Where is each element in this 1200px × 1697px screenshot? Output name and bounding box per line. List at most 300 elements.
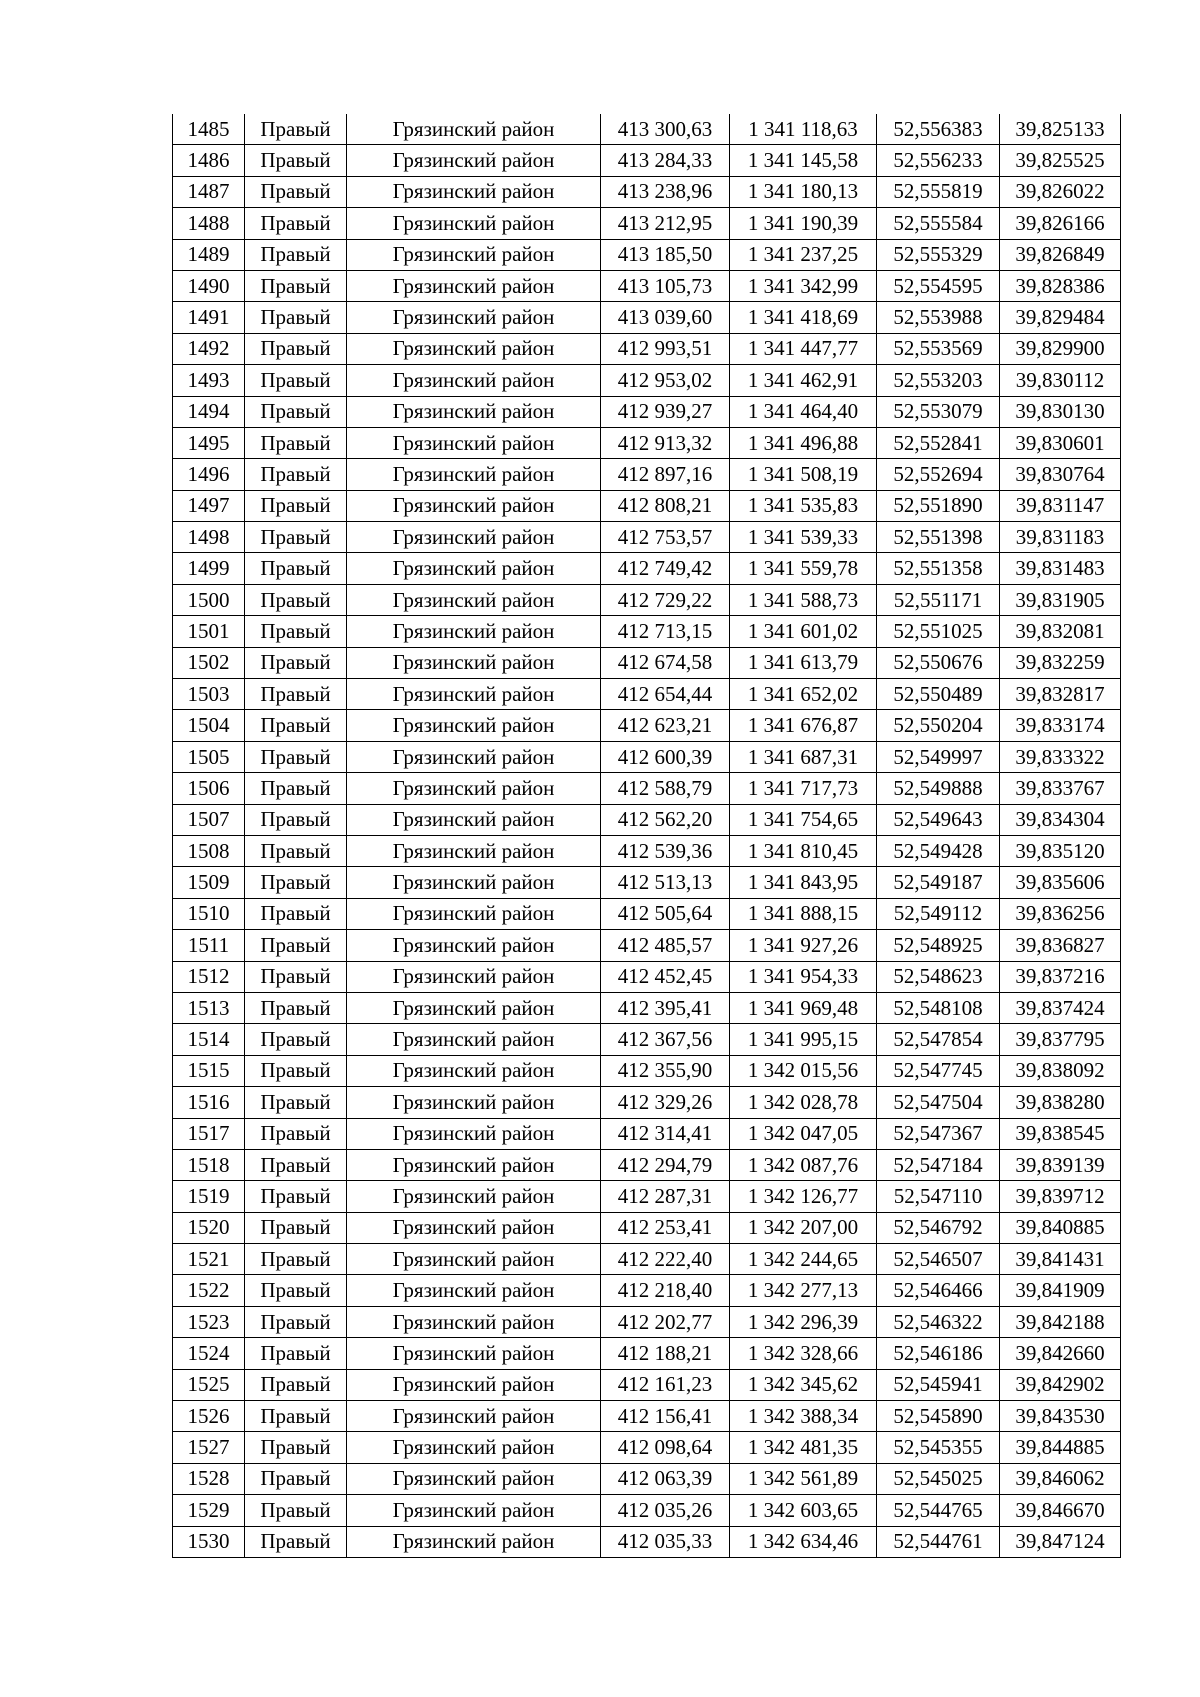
table-row bbox=[173, 1432, 1121, 1463]
cell-bank-side: Правый bbox=[245, 553, 347, 584]
cell-point-number: 1519 bbox=[173, 1181, 245, 1212]
cell-latitude: 52,551890 bbox=[877, 490, 1000, 521]
cell-latitude: 52,553988 bbox=[877, 302, 1000, 333]
cell-bank-side: Правый bbox=[245, 1401, 347, 1432]
cell-longitude: 39,842188 bbox=[1000, 1306, 1121, 1337]
cell-coord-x: 412 654,44 bbox=[601, 679, 730, 710]
cell-coord-x: 412 539,36 bbox=[601, 835, 730, 866]
cell-bank-side: Правый bbox=[245, 804, 347, 835]
cell-longitude: 39,837795 bbox=[1000, 1024, 1121, 1055]
cell-coord-x: 412 513,13 bbox=[601, 867, 730, 898]
cell-bank-side: Правый bbox=[245, 1275, 347, 1306]
cell-district: Грязинский район bbox=[347, 270, 601, 301]
cell-latitude: 52,545025 bbox=[877, 1463, 1000, 1494]
cell-point-number: 1523 bbox=[173, 1306, 245, 1337]
cell-longitude: 39,830112 bbox=[1000, 365, 1121, 396]
cell-latitude: 52,549428 bbox=[877, 835, 1000, 866]
cell-coord-x: 412 808,21 bbox=[601, 490, 730, 521]
cell-point-number: 1509 bbox=[173, 867, 245, 898]
cell-coord-y: 1 341 190,39 bbox=[730, 208, 877, 239]
cell-district: Грязинский район bbox=[347, 647, 601, 678]
cell-latitude: 52,547184 bbox=[877, 1149, 1000, 1180]
cell-coord-x: 412 035,26 bbox=[601, 1495, 730, 1526]
cell-coord-y: 1 342 561,89 bbox=[730, 1463, 877, 1494]
cell-coord-x: 412 063,39 bbox=[601, 1463, 730, 1494]
cell-longitude: 39,831905 bbox=[1000, 584, 1121, 615]
cell-latitude: 52,555819 bbox=[877, 176, 1000, 207]
cell-point-number: 1527 bbox=[173, 1432, 245, 1463]
cell-bank-side: Правый bbox=[245, 1055, 347, 1086]
cell-point-number: 1526 bbox=[173, 1401, 245, 1432]
cell-coord-x: 412 294,79 bbox=[601, 1149, 730, 1180]
table-row bbox=[173, 804, 1121, 835]
cell-bank-side: Правый bbox=[245, 930, 347, 961]
cell-bank-side: Правый bbox=[245, 1463, 347, 1494]
cell-district: Грязинский район bbox=[347, 522, 601, 553]
cell-coord-y: 1 342 603,65 bbox=[730, 1495, 877, 1526]
cell-longitude: 39,830601 bbox=[1000, 427, 1121, 458]
cell-coord-x: 412 953,02 bbox=[601, 365, 730, 396]
cell-latitude: 52,549112 bbox=[877, 898, 1000, 929]
cell-longitude: 39,837216 bbox=[1000, 961, 1121, 992]
table-row bbox=[173, 1087, 1121, 1118]
cell-coord-y: 1 341 927,26 bbox=[730, 930, 877, 961]
cell-coord-x: 412 287,31 bbox=[601, 1181, 730, 1212]
cell-point-number: 1516 bbox=[173, 1087, 245, 1118]
cell-bank-side: Правый bbox=[245, 1087, 347, 1118]
cell-coord-y: 1 341 447,77 bbox=[730, 333, 877, 364]
table-row bbox=[173, 616, 1121, 647]
cell-bank-side: Правый bbox=[245, 270, 347, 301]
cell-latitude: 52,549997 bbox=[877, 741, 1000, 772]
cell-point-number: 1524 bbox=[173, 1338, 245, 1369]
cell-point-number: 1528 bbox=[173, 1463, 245, 1494]
table-row bbox=[173, 992, 1121, 1023]
cell-district: Грязинский район bbox=[347, 1212, 601, 1243]
cell-coord-y: 1 341 588,73 bbox=[730, 584, 877, 615]
cell-longitude: 39,841431 bbox=[1000, 1244, 1121, 1275]
cell-district: Грязинский район bbox=[347, 114, 601, 145]
cell-latitude: 52,551358 bbox=[877, 553, 1000, 584]
cell-point-number: 1495 bbox=[173, 427, 245, 458]
cell-coord-x: 412 253,41 bbox=[601, 1212, 730, 1243]
cell-longitude: 39,838092 bbox=[1000, 1055, 1121, 1086]
cell-bank-side: Правый bbox=[245, 867, 347, 898]
cell-latitude: 52,555584 bbox=[877, 208, 1000, 239]
cell-point-number: 1496 bbox=[173, 459, 245, 490]
table-body bbox=[173, 114, 1121, 1557]
cell-longitude: 39,829484 bbox=[1000, 302, 1121, 333]
cell-point-number: 1485 bbox=[173, 114, 245, 145]
table-row bbox=[173, 835, 1121, 866]
cell-bank-side: Правый bbox=[245, 1338, 347, 1369]
cell-point-number: 1492 bbox=[173, 333, 245, 364]
table-row bbox=[173, 1055, 1121, 1086]
cell-bank-side: Правый bbox=[245, 302, 347, 333]
cell-latitude: 52,552694 bbox=[877, 459, 1000, 490]
cell-longitude: 39,834304 bbox=[1000, 804, 1121, 835]
cell-latitude: 52,545355 bbox=[877, 1432, 1000, 1463]
cell-point-number: 1514 bbox=[173, 1024, 245, 1055]
table-row bbox=[173, 1526, 1121, 1557]
cell-latitude: 52,551171 bbox=[877, 584, 1000, 615]
cell-longitude: 39,836256 bbox=[1000, 898, 1121, 929]
cell-district: Грязинский район bbox=[347, 1149, 601, 1180]
cell-point-number: 1517 bbox=[173, 1118, 245, 1149]
cell-longitude: 39,846062 bbox=[1000, 1463, 1121, 1494]
table-row bbox=[173, 1338, 1121, 1369]
cell-latitude: 52,550676 bbox=[877, 647, 1000, 678]
cell-point-number: 1518 bbox=[173, 1149, 245, 1180]
cell-coord-x: 412 098,64 bbox=[601, 1432, 730, 1463]
cell-district: Грязинский район bbox=[347, 427, 601, 458]
cell-latitude: 52,549643 bbox=[877, 804, 1000, 835]
cell-district: Грязинский район bbox=[347, 835, 601, 866]
table-row bbox=[173, 1495, 1121, 1526]
cell-latitude: 52,548623 bbox=[877, 961, 1000, 992]
cell-district: Грязинский район bbox=[347, 1495, 601, 1526]
cell-coord-x: 412 188,21 bbox=[601, 1338, 730, 1369]
cell-district: Грязинский район bbox=[347, 302, 601, 333]
cell-district: Грязинский район bbox=[347, 616, 601, 647]
cell-longitude: 39,835120 bbox=[1000, 835, 1121, 866]
cell-coord-y: 1 342 015,56 bbox=[730, 1055, 877, 1086]
cell-coord-x: 412 367,56 bbox=[601, 1024, 730, 1055]
cell-point-number: 1504 bbox=[173, 710, 245, 741]
cell-latitude: 52,546322 bbox=[877, 1306, 1000, 1337]
cell-longitude: 39,830130 bbox=[1000, 396, 1121, 427]
cell-longitude: 39,839139 bbox=[1000, 1149, 1121, 1180]
cell-district: Грязинский район bbox=[347, 804, 601, 835]
table-row bbox=[173, 365, 1121, 396]
cell-district: Грязинский район bbox=[347, 1463, 601, 1494]
table-row bbox=[173, 1149, 1121, 1180]
table-row bbox=[173, 333, 1121, 364]
cell-district: Грязинский район bbox=[347, 961, 601, 992]
cell-coord-y: 1 342 277,13 bbox=[730, 1275, 877, 1306]
cell-coord-y: 1 341 888,15 bbox=[730, 898, 877, 929]
cell-latitude: 52,546507 bbox=[877, 1244, 1000, 1275]
cell-coord-x: 412 035,33 bbox=[601, 1526, 730, 1557]
cell-district: Грязинский район bbox=[347, 1526, 601, 1557]
table-row bbox=[173, 427, 1121, 458]
cell-district: Грязинский район bbox=[347, 1181, 601, 1212]
cell-point-number: 1491 bbox=[173, 302, 245, 333]
cell-bank-side: Правый bbox=[245, 208, 347, 239]
cell-district: Грязинский район bbox=[347, 396, 601, 427]
cell-longitude: 39,830764 bbox=[1000, 459, 1121, 490]
cell-point-number: 1499 bbox=[173, 553, 245, 584]
cell-bank-side: Правый bbox=[245, 1432, 347, 1463]
cell-bank-side: Правый bbox=[245, 490, 347, 521]
cell-bank-side: Правый bbox=[245, 145, 347, 176]
table-row bbox=[173, 773, 1121, 804]
cell-latitude: 52,547854 bbox=[877, 1024, 1000, 1055]
cell-longitude: 39,826166 bbox=[1000, 208, 1121, 239]
cell-longitude: 39,838545 bbox=[1000, 1118, 1121, 1149]
cell-latitude: 52,552841 bbox=[877, 427, 1000, 458]
cell-latitude: 52,548108 bbox=[877, 992, 1000, 1023]
cell-latitude: 52,550204 bbox=[877, 710, 1000, 741]
cell-district: Грязинский район bbox=[347, 1432, 601, 1463]
cell-coord-x: 412 753,57 bbox=[601, 522, 730, 553]
cell-coord-y: 1 341 601,02 bbox=[730, 616, 877, 647]
cell-point-number: 1512 bbox=[173, 961, 245, 992]
cell-point-number: 1506 bbox=[173, 773, 245, 804]
cell-bank-side: Правый bbox=[245, 1024, 347, 1055]
cell-district: Грязинский район bbox=[347, 145, 601, 176]
cell-bank-side: Правый bbox=[245, 365, 347, 396]
cell-coord-y: 1 341 237,25 bbox=[730, 239, 877, 270]
cell-coord-x: 412 314,41 bbox=[601, 1118, 730, 1149]
table-row bbox=[173, 553, 1121, 584]
table-row bbox=[173, 1401, 1121, 1432]
cell-coord-y: 1 342 087,76 bbox=[730, 1149, 877, 1180]
cell-point-number: 1502 bbox=[173, 647, 245, 678]
cell-latitude: 52,551398 bbox=[877, 522, 1000, 553]
cell-coord-y: 1 341 995,15 bbox=[730, 1024, 877, 1055]
table-row bbox=[173, 396, 1121, 427]
cell-latitude: 52,549187 bbox=[877, 867, 1000, 898]
cell-bank-side: Правый bbox=[245, 1526, 347, 1557]
cell-district: Грязинский район bbox=[347, 584, 601, 615]
cell-bank-side: Правый bbox=[245, 961, 347, 992]
coordinates-table bbox=[172, 114, 1121, 1558]
cell-longitude: 39,833174 bbox=[1000, 710, 1121, 741]
cell-district: Грязинский район bbox=[347, 930, 601, 961]
cell-coord-y: 1 342 345,62 bbox=[730, 1369, 877, 1400]
cell-point-number: 1500 bbox=[173, 584, 245, 615]
cell-latitude: 52,548925 bbox=[877, 930, 1000, 961]
cell-coord-y: 1 341 754,65 bbox=[730, 804, 877, 835]
cell-point-number: 1489 bbox=[173, 239, 245, 270]
cell-longitude: 39,835606 bbox=[1000, 867, 1121, 898]
cell-bank-side: Правый bbox=[245, 710, 347, 741]
cell-coord-y: 1 342 028,78 bbox=[730, 1087, 877, 1118]
cell-point-number: 1522 bbox=[173, 1275, 245, 1306]
cell-longitude: 39,832081 bbox=[1000, 616, 1121, 647]
cell-district: Грязинский район bbox=[347, 1369, 601, 1400]
cell-coord-x: 412 713,15 bbox=[601, 616, 730, 647]
cell-coord-y: 1 342 244,65 bbox=[730, 1244, 877, 1275]
cell-coord-x: 412 161,23 bbox=[601, 1369, 730, 1400]
table-row bbox=[173, 1181, 1121, 1212]
table-row bbox=[173, 270, 1121, 301]
cell-longitude: 39,843530 bbox=[1000, 1401, 1121, 1432]
cell-coord-y: 1 341 954,33 bbox=[730, 961, 877, 992]
cell-bank-side: Правый bbox=[245, 616, 347, 647]
table-row bbox=[173, 1244, 1121, 1275]
cell-coord-x: 412 222,40 bbox=[601, 1244, 730, 1275]
cell-bank-side: Правый bbox=[245, 396, 347, 427]
cell-district: Грязинский район bbox=[347, 1275, 601, 1306]
cell-district: Грязинский район bbox=[347, 992, 601, 1023]
cell-coord-x: 413 300,63 bbox=[601, 114, 730, 145]
table-row bbox=[173, 898, 1121, 929]
cell-coord-y: 1 341 145,58 bbox=[730, 145, 877, 176]
cell-coord-x: 412 939,27 bbox=[601, 396, 730, 427]
cell-district: Грязинский район bbox=[347, 741, 601, 772]
cell-coord-x: 412 623,21 bbox=[601, 710, 730, 741]
cell-coord-y: 1 341 462,91 bbox=[730, 365, 877, 396]
cell-longitude: 39,842902 bbox=[1000, 1369, 1121, 1400]
cell-coord-x: 412 202,77 bbox=[601, 1306, 730, 1337]
cell-longitude: 39,847124 bbox=[1000, 1526, 1121, 1557]
table-row bbox=[173, 710, 1121, 741]
cell-point-number: 1520 bbox=[173, 1212, 245, 1243]
table-row bbox=[173, 1275, 1121, 1306]
cell-longitude: 39,833322 bbox=[1000, 741, 1121, 772]
cell-longitude: 39,826849 bbox=[1000, 239, 1121, 270]
cell-district: Грязинский район bbox=[347, 1401, 601, 1432]
cell-coord-x: 412 588,79 bbox=[601, 773, 730, 804]
table-row bbox=[173, 741, 1121, 772]
cell-coord-y: 1 342 296,39 bbox=[730, 1306, 877, 1337]
cell-latitude: 52,545890 bbox=[877, 1401, 1000, 1432]
table-row bbox=[173, 1369, 1121, 1400]
cell-longitude: 39,840885 bbox=[1000, 1212, 1121, 1243]
cell-bank-side: Правый bbox=[245, 1369, 347, 1400]
cell-point-number: 1529 bbox=[173, 1495, 245, 1526]
cell-bank-side: Правый bbox=[245, 584, 347, 615]
cell-coord-y: 1 341 810,45 bbox=[730, 835, 877, 866]
table-row bbox=[173, 679, 1121, 710]
cell-bank-side: Правый bbox=[245, 773, 347, 804]
cell-longitude: 39,836827 bbox=[1000, 930, 1121, 961]
cell-coord-x: 412 562,20 bbox=[601, 804, 730, 835]
cell-point-number: 1488 bbox=[173, 208, 245, 239]
cell-district: Грязинский район bbox=[347, 867, 601, 898]
cell-point-number: 1510 bbox=[173, 898, 245, 929]
table-row bbox=[173, 208, 1121, 239]
cell-coord-y: 1 342 634,46 bbox=[730, 1526, 877, 1557]
cell-point-number: 1486 bbox=[173, 145, 245, 176]
cell-district: Грязинский район bbox=[347, 176, 601, 207]
cell-district: Грязинский район bbox=[347, 1055, 601, 1086]
cell-bank-side: Правый bbox=[245, 176, 347, 207]
cell-district: Грязинский район bbox=[347, 1338, 601, 1369]
cell-longitude: 39,825525 bbox=[1000, 145, 1121, 176]
cell-district: Грязинский район bbox=[347, 239, 601, 270]
cell-coord-y: 1 341 342,99 bbox=[730, 270, 877, 301]
cell-coord-y: 1 342 126,77 bbox=[730, 1181, 877, 1212]
cell-bank-side: Правый bbox=[245, 239, 347, 270]
cell-coord-x: 412 505,64 bbox=[601, 898, 730, 929]
cell-bank-side: Правый bbox=[245, 1149, 347, 1180]
cell-coord-x: 413 105,73 bbox=[601, 270, 730, 301]
cell-point-number: 1490 bbox=[173, 270, 245, 301]
cell-coord-x: 412 156,41 bbox=[601, 1401, 730, 1432]
cell-longitude: 39,832817 bbox=[1000, 679, 1121, 710]
cell-latitude: 52,547110 bbox=[877, 1181, 1000, 1212]
cell-district: Грязинский район bbox=[347, 1244, 601, 1275]
cell-latitude: 52,547367 bbox=[877, 1118, 1000, 1149]
cell-coord-x: 413 185,50 bbox=[601, 239, 730, 270]
cell-bank-side: Правый bbox=[245, 1306, 347, 1337]
cell-longitude: 39,837424 bbox=[1000, 992, 1121, 1023]
cell-point-number: 1508 bbox=[173, 835, 245, 866]
cell-latitude: 52,547504 bbox=[877, 1087, 1000, 1118]
cell-coord-y: 1 341 559,78 bbox=[730, 553, 877, 584]
cell-coord-y: 1 341 843,95 bbox=[730, 867, 877, 898]
cell-longitude: 39,844885 bbox=[1000, 1432, 1121, 1463]
cell-coord-y: 1 341 418,69 bbox=[730, 302, 877, 333]
table-row bbox=[173, 522, 1121, 553]
cell-district: Грязинский район bbox=[347, 208, 601, 239]
cell-bank-side: Правый bbox=[245, 647, 347, 678]
cell-district: Грязинский район bbox=[347, 773, 601, 804]
cell-point-number: 1498 bbox=[173, 522, 245, 553]
table-row bbox=[173, 302, 1121, 333]
cell-latitude: 52,556233 bbox=[877, 145, 1000, 176]
cell-coord-y: 1 341 496,88 bbox=[730, 427, 877, 458]
cell-latitude: 52,549888 bbox=[877, 773, 1000, 804]
cell-district: Грязинский район bbox=[347, 490, 601, 521]
cell-point-number: 1494 bbox=[173, 396, 245, 427]
cell-longitude: 39,828386 bbox=[1000, 270, 1121, 301]
cell-bank-side: Правый bbox=[245, 992, 347, 1023]
cell-coord-x: 412 729,22 bbox=[601, 584, 730, 615]
cell-coord-y: 1 341 464,40 bbox=[730, 396, 877, 427]
cell-latitude: 52,547745 bbox=[877, 1055, 1000, 1086]
cell-coord-x: 412 897,16 bbox=[601, 459, 730, 490]
table-row bbox=[173, 114, 1121, 145]
cell-point-number: 1530 bbox=[173, 1526, 245, 1557]
table-row bbox=[173, 584, 1121, 615]
cell-point-number: 1515 bbox=[173, 1055, 245, 1086]
cell-coord-x: 412 674,58 bbox=[601, 647, 730, 678]
cell-point-number: 1513 bbox=[173, 992, 245, 1023]
cell-coord-x: 412 329,26 bbox=[601, 1087, 730, 1118]
cell-longitude: 39,831183 bbox=[1000, 522, 1121, 553]
cell-point-number: 1521 bbox=[173, 1244, 245, 1275]
cell-coord-x: 412 485,57 bbox=[601, 930, 730, 961]
cell-coord-y: 1 342 481,35 bbox=[730, 1432, 877, 1463]
cell-coord-y: 1 341 652,02 bbox=[730, 679, 877, 710]
cell-coord-x: 413 039,60 bbox=[601, 302, 730, 333]
cell-bank-side: Правый bbox=[245, 427, 347, 458]
cell-longitude: 39,833767 bbox=[1000, 773, 1121, 804]
cell-latitude: 52,550489 bbox=[877, 679, 1000, 710]
cell-coord-y: 1 341 535,83 bbox=[730, 490, 877, 521]
table-row bbox=[173, 1212, 1121, 1243]
cell-latitude: 52,546186 bbox=[877, 1338, 1000, 1369]
cell-district: Грязинский район bbox=[347, 710, 601, 741]
cell-latitude: 52,553203 bbox=[877, 365, 1000, 396]
table-row bbox=[173, 1306, 1121, 1337]
cell-coord-x: 412 355,90 bbox=[601, 1055, 730, 1086]
cell-longitude: 39,841909 bbox=[1000, 1275, 1121, 1306]
cell-coord-x: 413 238,96 bbox=[601, 176, 730, 207]
cell-point-number: 1525 bbox=[173, 1369, 245, 1400]
cell-longitude: 39,846670 bbox=[1000, 1495, 1121, 1526]
cell-latitude: 52,544765 bbox=[877, 1495, 1000, 1526]
table-row bbox=[173, 930, 1121, 961]
cell-point-number: 1493 bbox=[173, 365, 245, 396]
cell-bank-side: Правый bbox=[245, 1212, 347, 1243]
cell-coord-x: 412 218,40 bbox=[601, 1275, 730, 1306]
table-row bbox=[173, 490, 1121, 521]
cell-longitude: 39,832259 bbox=[1000, 647, 1121, 678]
cell-bank-side: Правый bbox=[245, 1495, 347, 1526]
cell-bank-side: Правый bbox=[245, 741, 347, 772]
table-row bbox=[173, 1463, 1121, 1494]
cell-bank-side: Правый bbox=[245, 522, 347, 553]
cell-latitude: 52,553569 bbox=[877, 333, 1000, 364]
cell-district: Грязинский район bbox=[347, 1087, 601, 1118]
cell-coord-y: 1 341 676,87 bbox=[730, 710, 877, 741]
cell-latitude: 52,546792 bbox=[877, 1212, 1000, 1243]
